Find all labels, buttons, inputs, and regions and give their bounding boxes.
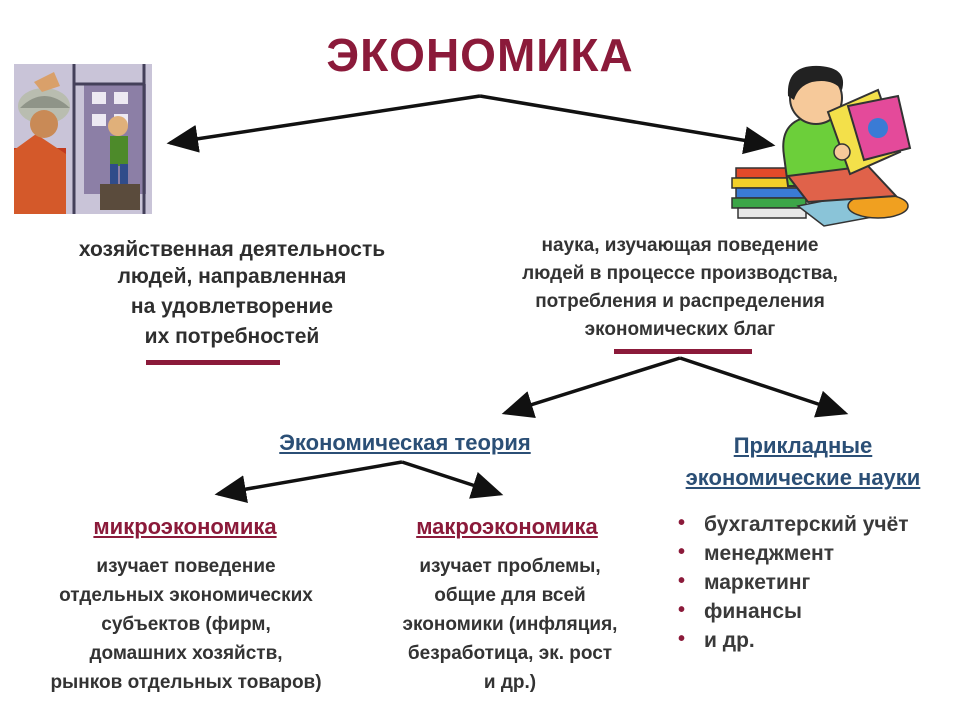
definition-line: на удовлетворение (130, 295, 334, 318)
bullet-icon: • (678, 570, 686, 592)
macro-desc-line: безработица, эк. рост (407, 643, 613, 664)
applied-heading-line: Прикладные (733, 433, 873, 458)
list-item (674, 539, 954, 568)
economic-theory-heading: Экономическая теория (279, 430, 531, 455)
list-item-label: менеджмент (704, 542, 834, 565)
macro-desc-line: общие для всей (434, 585, 586, 606)
definition-line: людей, направленная (117, 265, 347, 288)
list-item-label: и др. (704, 629, 755, 652)
accent-underline-right (614, 349, 752, 354)
micro-desc-line: субъектов (фирм, (101, 614, 271, 635)
definition-line: потребления и распределения (535, 291, 825, 312)
applied-sciences-list (674, 510, 954, 655)
definition-line: их потребностей (144, 325, 320, 348)
arrow-title-left (170, 96, 480, 143)
economy-activity-definition (14, 236, 450, 350)
micro-desc-line: изучает поведение (96, 556, 276, 577)
microeconomics-description (6, 552, 366, 697)
list-item (674, 510, 954, 539)
bullet-icon: • (678, 512, 686, 534)
construction-workers-clipart (14, 64, 152, 214)
list-item-label: маркетинг (704, 571, 811, 594)
accent-underline-left (146, 360, 280, 365)
microeconomics-heading: микроэкономика (93, 514, 277, 539)
applied-heading-line: экономические науки (685, 465, 921, 490)
macro-desc-line: изучает проблемы, (419, 556, 601, 577)
macro-desc-line: и др.) (483, 672, 537, 693)
bullet-icon: • (678, 628, 686, 650)
arrow-theory-micro (218, 462, 402, 494)
economy-science-definition (470, 232, 890, 344)
list-item (674, 597, 954, 626)
page-title: ЭКОНОМИКА (326, 29, 634, 81)
definition-line: людей в процессе производства, (522, 263, 838, 284)
micro-desc-line: рынков отдельных товаров) (50, 672, 322, 693)
bullet-icon: • (678, 541, 686, 563)
macro-desc-line: экономики (инфляция, (402, 614, 618, 635)
arrow-theory-macro (402, 462, 500, 494)
list-item (674, 568, 954, 597)
list-item-label: бухгалтерский учёт (704, 513, 909, 536)
list-item-label: финансы (704, 600, 802, 623)
list-item (674, 626, 954, 655)
boy-reading-books-clipart (728, 56, 922, 228)
bullet-icon: • (678, 599, 686, 621)
applied-sciences-heading (650, 430, 956, 494)
definition-line: хозяйственная деятельность (78, 238, 386, 261)
macroeconomics-description (360, 552, 660, 697)
micro-desc-line: домашних хозяйств, (89, 643, 283, 664)
micro-desc-line: отдельных экономических (59, 585, 313, 606)
definition-line: экономических благ (584, 319, 776, 340)
arrow-science-applied (680, 358, 845, 413)
definition-line: наука, изучающая поведение (541, 235, 819, 256)
macroeconomics-heading: макроэкономика (416, 514, 598, 539)
arrow-science-theory (505, 358, 680, 413)
